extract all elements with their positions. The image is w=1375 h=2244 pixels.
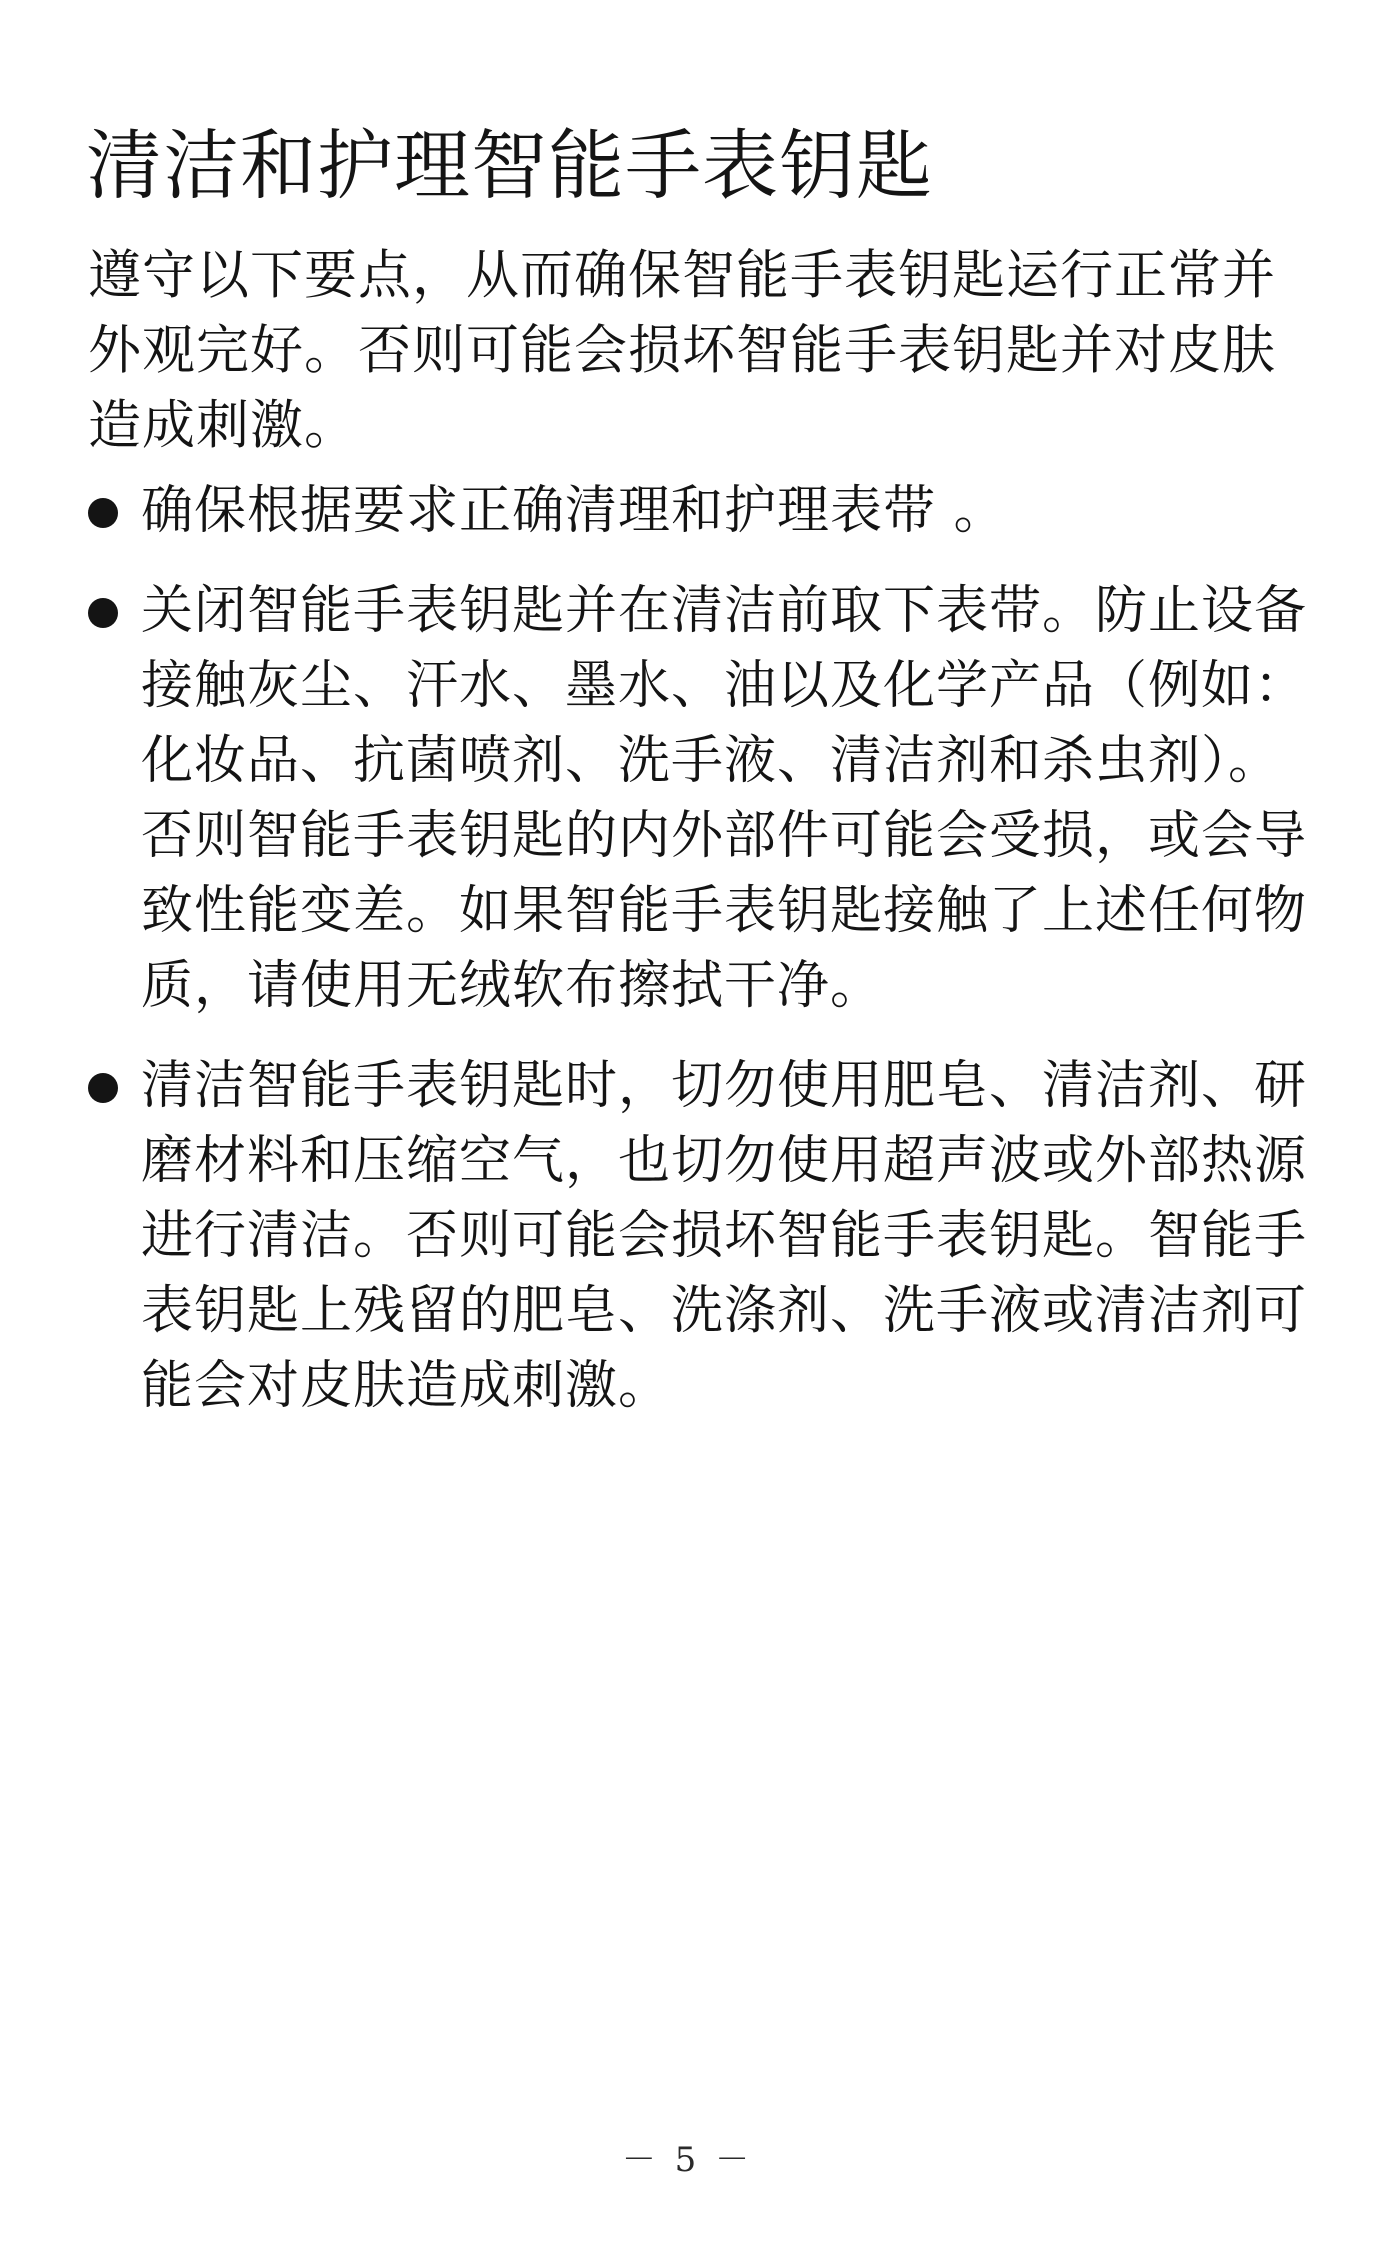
list-item-text: 清洁智能手表钥匙时，切勿使用肥皂、清洁剂、研磨材料和压缩空气，也切勿使用超声波或外部热源进行清洁。否则可能会损坏智能手表钥匙。智能手表钥匙上残留的肥皂、洗涤剂、洗手液或清洁剂可能会对皮肤造成刺激。: [141, 1056, 1308, 1416]
care-instructions-list: [88, 474, 1318, 1424]
list-item-text: 确保根据要求正确清理和护理表带 。: [141, 481, 1007, 541]
intro-paragraph: 遵守以下要点，从而确保智能手表钥匙运行正常并外观完好。否则可能会损坏智能手表钥匙并对皮肤造成刺激。: [88, 245, 1276, 456]
section-title: 清洁和护理智能手表钥匙: [86, 121, 933, 210]
bullet-dot-icon: [88, 598, 118, 628]
bullet-dot-icon: [88, 498, 118, 528]
list-item-text: 关闭智能手表钥匙并在清洁前取下表带。防止设备接触灰尘、汗水、墨水、油以及化学产品（例如：化妆品、抗菌喷剂、洗手液、清洁剂和杀虫剂）。否则智能手表钥匙的内外部件可能会受损，或会导致性能变差。如果智能手表钥匙接触了上述任何物质，请使用无绒软布擦拭干净。: [141, 581, 1308, 1016]
list-item: [88, 474, 1318, 549]
bullet-dot-icon: [88, 1073, 118, 1103]
list-item: [88, 1049, 1318, 1424]
page-number: － 5 －: [621, 2140, 754, 2180]
list-item: [88, 574, 1318, 1024]
